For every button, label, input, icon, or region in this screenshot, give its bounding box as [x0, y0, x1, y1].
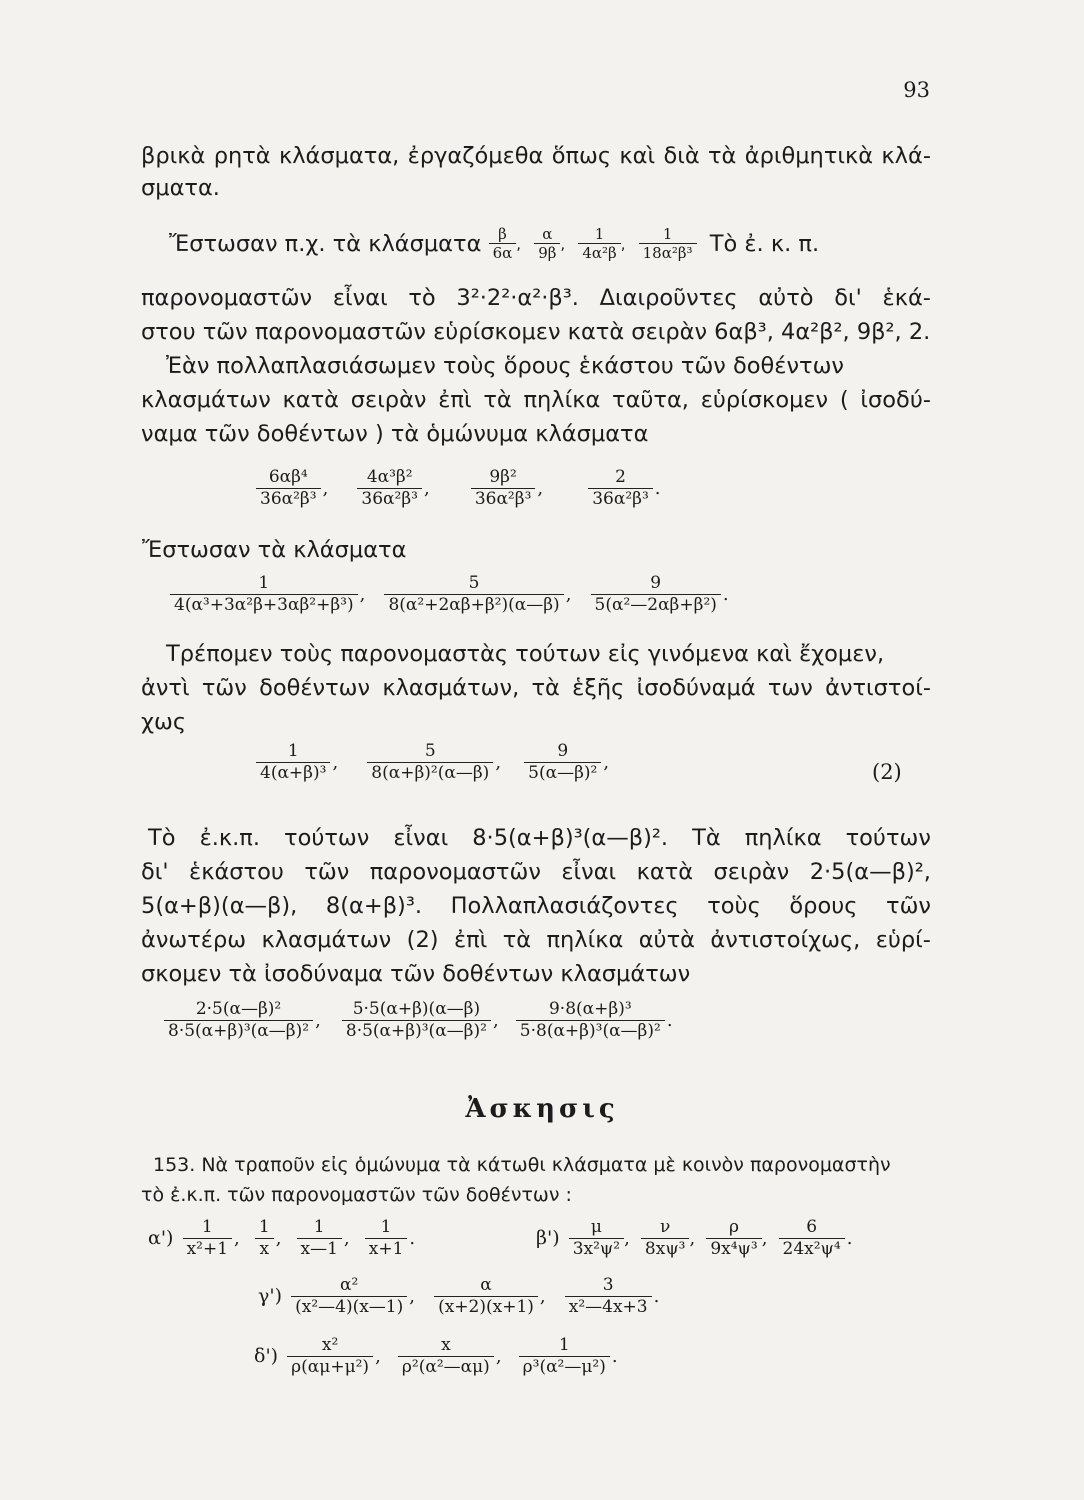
fraction: $\frac{6}{\text{24x²ψ⁴}}$ — [779, 1218, 845, 1259]
fraction: $\frac{1}{x+1}$ — [365, 1218, 408, 1259]
text-line-10: Τρέπομεν τοὺς παρονομαστὰς τούτων εἰς γινόμενα καὶ ἔχομεν, — [166, 641, 885, 667]
fraction: $\frac{\rho}{\text{9x⁴ψ³}}$ — [706, 1218, 761, 1259]
exercise-line-2: τὸ ἐ.κ.π. τῶν παρονομαστῶν τῶν δοθέντων : — [141, 1184, 572, 1206]
fraction: $\frac{3}{\text{x²—4x+3}}$ — [565, 1276, 652, 1317]
fraction: $\frac{1}{\text{4(α+β)³}}$ — [256, 742, 330, 783]
text-line-7: κλασμάτων κατὰ σειρὰν ἐπὶ τὰ πηλίκα ταῦτα, εὑρίσκομεν ( ἰσοδύ- — [141, 387, 931, 413]
exercise-part-a: α') $\frac{1}{\text{x²+1}}$ , $\frac{1}{x}$ , $\frac{1}{x—1}$ , $\frac{1}{x+1}$ . — [148, 1217, 416, 1259]
text-line-15: 5(α+β)(α—β), 8(α+β)³. Πολλαπλασιάζοντες τοὺς ὅρους τῶν — [141, 893, 931, 919]
fraction: $\frac{5}{\text{8(α+β)²(α—β)}}$ — [367, 742, 493, 783]
fraction: $\frac{2}{\text{36α²β³}}$ — [588, 468, 653, 509]
fraction: $\frac{\text{x²}}{\text{ρ(αμ+μ²)}}$ — [287, 1336, 373, 1377]
fraction-row-factored: $\frac{1}{\text{4(α+β)³}}$ , $\frac{5}{\text{8(α+β)²(α—β)}}$ , $\frac{9}{\text{5(α—β)²}}$ , — [256, 742, 627, 783]
equation-number: (2) — [872, 760, 902, 784]
text-line-5: στου τῶν παρονομαστῶν εὑρίσκομεν κατὰ σειρὰν 6αβ³, 4α²β², 9β², 2. — [141, 319, 931, 345]
text-line-3-start: Ἔστωσαν π.χ. τὰ κλάσματα — [169, 231, 482, 258]
text-line-9: Ἔστωσαν τὰ κλάσματα — [142, 537, 407, 563]
fraction: $\frac{5\cdot 5(\alpha+\beta)(\alpha—\beta)}{\text{8·5(α+β)³(α—β)²}}$ — [342, 1000, 491, 1041]
text-line-14: δι' ἑκάστου τῶν παρονομαστῶν εἶναι κατὰ σειρὰν 2·5(α—β)², — [141, 859, 931, 885]
text-line-16: ἀνωτέρω κλασμάτων (2) ἐπὶ τὰ πηλίκα αὐτὰ ἀντιστοίχως, εὑρί- — [141, 927, 931, 953]
fraction: $\frac{1}{\text{4α²β}}$ — [578, 226, 620, 262]
fraction: $\frac{1}{\text{ρ³(α²—μ²)}}$ — [519, 1336, 610, 1377]
fraction-row-result: $\frac{\text{2·5(α—β)²}}{\text{8·5(α+β)³(α—β)²}}$ , $\frac{5\cdot 5(\alpha+\beta)(\alpha—\beta)}{\text{8·5(α+β)³(α—β)²}}$ , $\frac{\text{9·8(α+β)³}}{\text{5·8(α+β)³(α—β)²}}$ . — [164, 1000, 691, 1041]
fraction: $\frac{\text{2·5(α—β)²}}{\text{8·5(α+β)³(α—β)²}}$ — [164, 1000, 313, 1041]
fraction: $\frac{9}{\text{5(α²—2αβ+β²)}}$ — [591, 574, 721, 615]
text-line-11: ἀντὶ τῶν δοθέντων κλασμάτων, τὰ ἑξῆς ἰσοδύναμά των ἀντιστοί- — [141, 675, 931, 701]
text-line-12: χως — [141, 709, 187, 735]
fraction: $\frac{5}{\text{8(α²+2αβ+β²)(α—β)}}$ — [384, 574, 563, 615]
text-line-2: σματα. — [141, 175, 220, 201]
text-line-1: βρικὰ ρητὰ κλάσματα, ἐργαζόμεθα ὅπως καὶ διὰ τὰ ἀριθμητικὰ κλά- — [141, 143, 931, 169]
part-label: δ') — [254, 1345, 279, 1368]
fraction: $\frac{\text{9·8(α+β)³}}{\text{5·8(α+β)³(α—β)²}}$ — [516, 1000, 665, 1041]
part-label: α') — [148, 1227, 174, 1250]
fraction: $\frac{1}{x—1}$ — [297, 1218, 342, 1259]
fraction: $\frac{x}{\text{ρ²(α²—αμ)}}$ — [398, 1336, 494, 1377]
fraction: $\frac{\beta}{6\alpha}$ — [489, 226, 517, 262]
text-line-4: παρονομαστῶν εἶναι τὸ 3²·2²·α²·β³. Διαιροῦντες αὐτὸ δι' ἑκά- — [141, 285, 931, 311]
fraction: $\frac{\text{α²}}{\text{(x²—4)(x—1)}}$ — [291, 1276, 407, 1317]
exercise-part-c: γ') $\frac{\text{α²}}{\text{(x²—4)(x—1)}}$ , $\frac{\alpha}{(x+2)(x+1)}$ , $\frac{3}{\text{x²—4x+3}}$ . — [258, 1275, 660, 1317]
fraction-row-common-denominator: $\frac{\text{6αβ⁴}}{\text{36α²β³}}$ , $\frac{\text{4α³β²}}{\text{36α²β³}}$ , $\frac{\text{9β²}}{\text{36α²β³}}$ , $\frac{2}{\text{36α²β³}}$ . — [256, 468, 679, 509]
fraction: $\frac{\text{6αβ⁴}}{\text{36α²β³}}$ — [256, 468, 321, 509]
part-label: γ') — [258, 1285, 282, 1308]
text-line-3: Ἔστωσαν π.χ. τὰ κλάσματα $\frac{\beta}{6\alpha}$ , $\frac{\alpha}{9\beta}$ , $\frac{1}{\text{4α²β}}$ , $\frac{1}{\text{18α²β³}}$ Τὸ ἐ. κ. π. — [169, 225, 820, 263]
part-label: β') — [536, 1227, 560, 1250]
fraction: $\frac{\mu}{\text{3x²ψ²}}$ — [569, 1218, 624, 1259]
fraction: $\frac{1}{\text{18α²β³}}$ — [639, 226, 697, 262]
fraction: $\frac{\text{9β²}}{\text{36α²β³}}$ — [471, 468, 536, 509]
fraction: $\frac{1}{x}$ — [255, 1218, 274, 1259]
text-line-3-end: Τὸ ἐ. κ. π. — [709, 231, 820, 258]
fraction: $\frac{1}{\text{4(α³+3α²β+3αβ²+β³)}}$ — [170, 574, 358, 615]
fraction: $\frac{\text{4α³β²}}{\text{36α²β³}}$ — [357, 468, 422, 509]
text-line-13: Τὸ ἐ.κ.π. τούτων εἶναι 8·5(α+β)³(α—β)². Τὰ πηλίκα τούτων — [148, 825, 931, 851]
section-heading: Ἀσκησις — [465, 1094, 619, 1124]
page-number: 93 — [903, 78, 930, 102]
fraction-row-given: $\frac{1}{\text{4(α³+3α²β+3αβ²+β³)}}$ , $\frac{5}{\text{8(α²+2αβ+β²)(α—β)}}$ , $\frac{9}{\text{5(α²—2αβ+β²)}}$ . — [170, 574, 747, 615]
text-line-6: Ἐὰν πολλαπλασιάσωμεν τοὺς ὅρους ἑκάστου τῶν δοθέντων — [166, 353, 844, 379]
exercise-part-d: δ') $\frac{\text{x²}}{\text{ρ(αμ+μ²)}}$ , $\frac{x}{\text{ρ²(α²—αμ)}}$ , $\frac{1}{\text{ρ³(α²—μ²)}}$ . — [254, 1335, 618, 1377]
text-line-8: ναμα τῶν δοθέντων ) τὰ ὁμώνυμα κλάσματα — [141, 421, 649, 447]
exercise-part-b: β') $\frac{\mu}{\text{3x²ψ²}}$ , $\frac{\nu}{\text{8xψ³}}$ , $\frac{\rho}{\text{9x⁴ψ³}}$ , $\frac{6}{\text{24x²ψ⁴}}$ . — [536, 1217, 853, 1259]
exercise-line-1: 153. Νὰ τραποῦν εἰς ὁμώνυμα τὰ κάτωθι κλάσματα μὲ κοινὸν παρονομαστὴν — [153, 1154, 891, 1176]
fraction: $\frac{\alpha}{(x+2)(x+1)}$ — [434, 1276, 538, 1317]
fraction: $\frac{1}{\text{x²+1}}$ — [183, 1218, 232, 1259]
text-line-17: σκομεν τὰ ἰσοδύναμα τῶν δοθέντων κλασμάτων — [141, 961, 691, 987]
fraction: $\frac{9}{\text{5(α—β)²}}$ — [524, 742, 601, 783]
fraction: $\frac{\alpha}{9\beta}$ — [534, 226, 560, 262]
fraction: $\frac{\nu}{\text{8xψ³}}$ — [641, 1218, 690, 1259]
